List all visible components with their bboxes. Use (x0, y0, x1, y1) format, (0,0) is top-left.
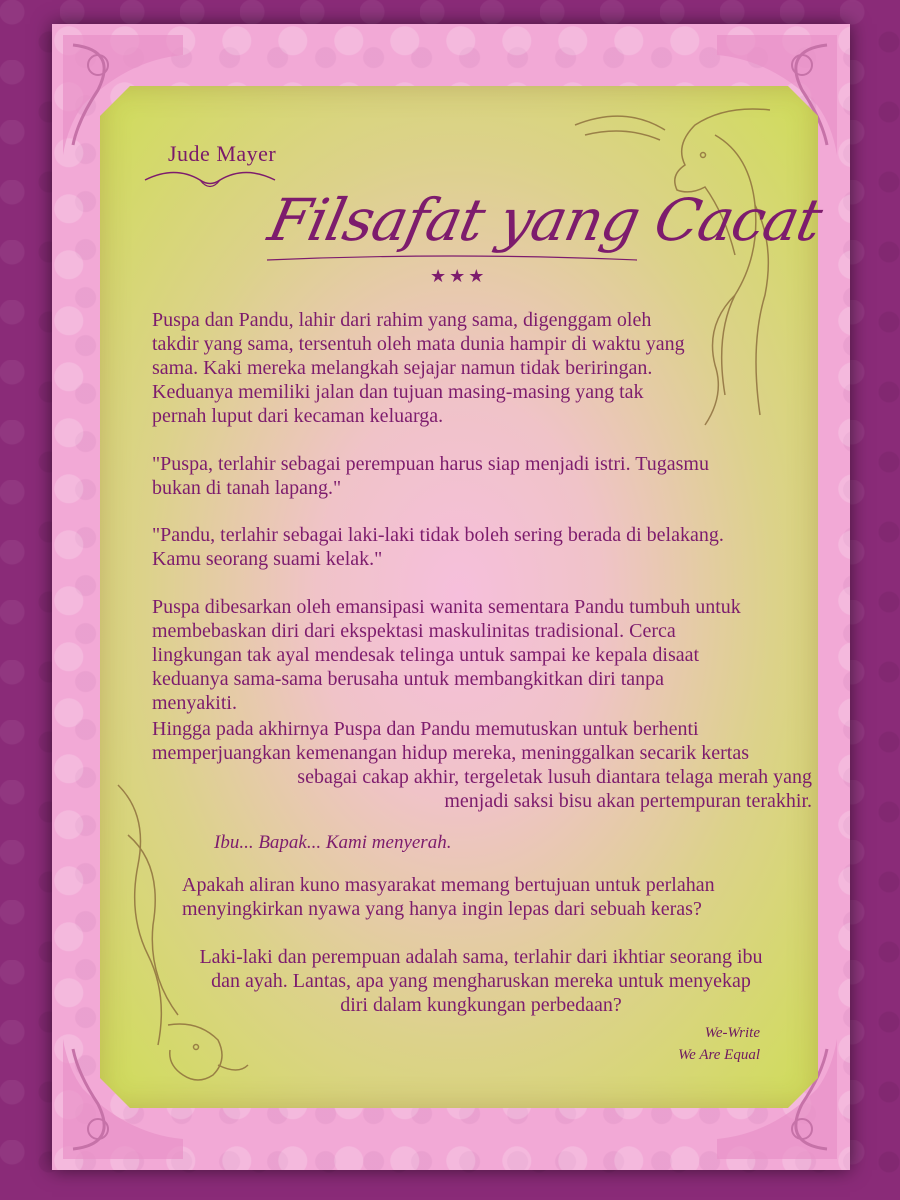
paragraph-6 (214, 831, 451, 855)
text-line: sama. Kaki mereka melangkah sejajar namun tidak beriringan. (152, 357, 653, 379)
text-line: takdir yang sama, tersentuh oleh mata dunia hampir di waktu yang (152, 333, 685, 355)
signature (640, 1022, 760, 1066)
signature-line-1: We-Write (704, 1025, 760, 1041)
text-line: menjadi saksi bisu akan pertempuran terakhir. (444, 790, 812, 812)
paragraph-4 (152, 595, 741, 715)
paragraph-1 (152, 308, 685, 428)
signature-line-2: We Are Equal (678, 1047, 760, 1063)
text-line: Keduanya memiliki jalan dan tujuan masing-masing yang tak (152, 381, 644, 403)
text-line: menyingkirkan nyawa yang hanya ingin lepas dari sebuah keras? (182, 898, 702, 920)
star-divider: ★★★ (430, 266, 488, 286)
text-line: Apakah aliran kuno masyarakat memang bertujuan untuk perlahan (182, 874, 715, 896)
text-line: Puspa dan Pandu, lahir dari rahim yang sama, digenggam oleh (152, 309, 652, 331)
text-line: pernah luput dari kecaman keluarga. (152, 405, 444, 427)
text-line: bukan di tanah lapang." (152, 477, 342, 499)
paragraph-8 (182, 945, 780, 1017)
author-name: Jude Mayer (168, 141, 277, 166)
text-line: sebagai cakap akhir, tergeletak lusuh diantara telaga merah yang (297, 766, 812, 788)
text-line: Laki-laki dan perempuan adalah sama, terlahir dari ikhtiar seorang ibu (199, 946, 763, 968)
paragraph-7 (182, 873, 715, 921)
text-line: "Pandu, terlahir sebagai laki-laki tidak boleh sering berada di belakang. (152, 524, 724, 546)
text-line: lingkungan tak ayal mendesak telinga untuk sampai ke kepala disaat (152, 644, 700, 666)
paragraph-3 (152, 523, 724, 571)
text-line: Puspa dibesarkan oleh emansipasi wanita sementara Pandu tumbuh untuk (152, 596, 741, 618)
text-line: Kamu seorang suami kelak." (152, 548, 383, 570)
paragraph-2 (152, 452, 709, 500)
author-flourish (140, 165, 280, 195)
text-line: Hingga pada akhirnya Puspa dan Pandu memutuskan untuk berhenti (152, 718, 699, 740)
horse-ornament-bottom-left (108, 775, 258, 1095)
text-line: diri dalam kungkungan perbedaan? (340, 994, 622, 1016)
text-line: "Puspa, terlahir sebagai perempuan harus siap menjadi istri. Tugasmu (152, 453, 709, 475)
text-line: dan ayah. Lantas, apa yang mengharuskan mereka untuk menyekap (211, 970, 751, 992)
text-line: membebaskan diri dari ekspektasi maskulinitas tradisional. Cerca (152, 620, 676, 642)
text-line: menyakiti. (152, 692, 237, 714)
page-title: Filsafat yang Cacat (262, 186, 828, 254)
text-line: keduanya sama-sama berusaha untuk membangkitkan diri tanpa (152, 668, 665, 690)
text-line: memperjuangkan kemenangan hidup mereka, meninggalkan secarik kertas (152, 742, 749, 764)
paragraph-5 (152, 717, 812, 813)
text-line: Ibu... Bapak... Kami menyerah. (214, 832, 452, 853)
